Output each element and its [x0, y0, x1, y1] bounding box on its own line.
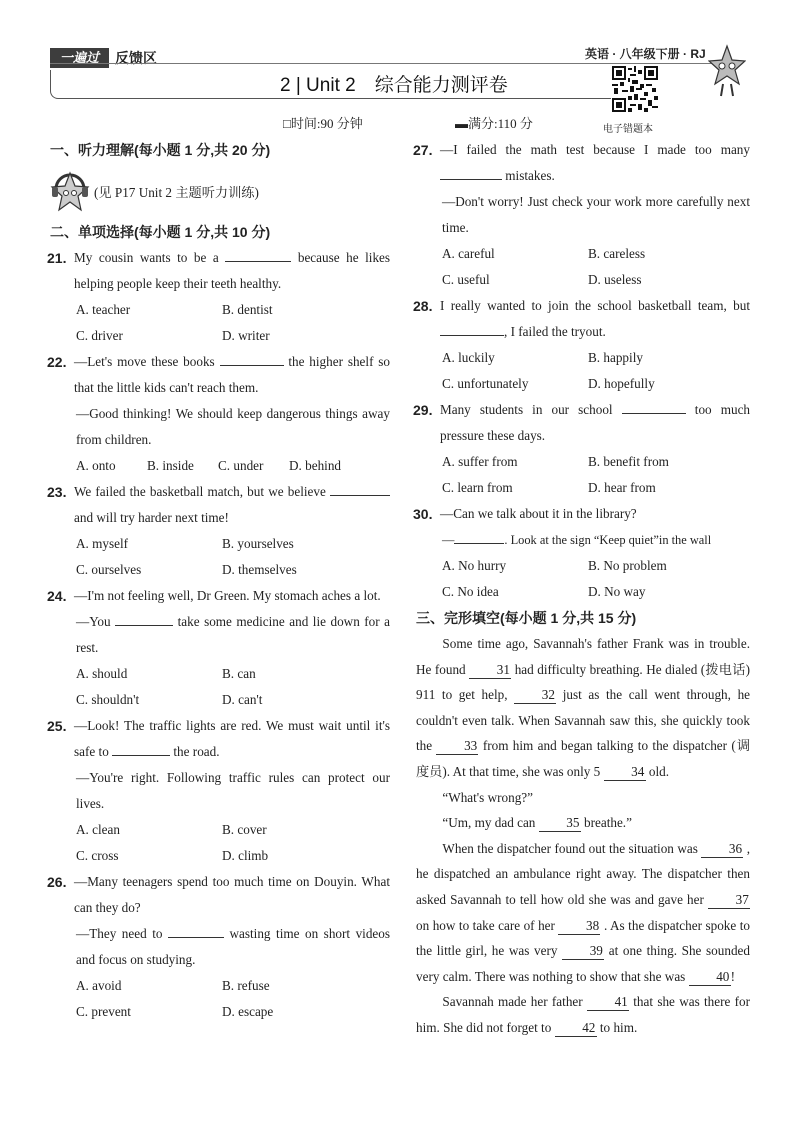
- reply-30: [416, 527, 750, 553]
- question-text: Many students in our school: [440, 402, 613, 417]
- reply-27: —Don't worry! Just check your work more carefully next time.: [442, 194, 750, 235]
- reply-text: wasting time on short videos and focus on studying.: [76, 926, 391, 967]
- question-21: [47, 245, 391, 297]
- passage-text: that she was there for him. She did not forget to: [416, 994, 751, 1035]
- option[interactable]: D. No way: [588, 584, 646, 599]
- reply-24: [50, 609, 390, 661]
- option[interactable]: C. unfortunately: [442, 376, 529, 391]
- question-text: —Look! The traffic lights are red. We must wait until it's safe to: [74, 718, 390, 759]
- question-25: [47, 713, 390, 765]
- option[interactable]: D. writer: [222, 328, 270, 343]
- passage-text: !: [730, 968, 736, 984]
- option[interactable]: A. should: [76, 666, 128, 681]
- answer-blank[interactable]: [440, 165, 502, 180]
- question-number: 27.: [413, 142, 433, 158]
- time-limit: □时间:90 分钟: [283, 116, 363, 131]
- passage-text: on how to take care of her: [416, 917, 555, 933]
- question-text: , I failed the tryout.: [504, 324, 606, 339]
- cloze-blank[interactable]: 38: [558, 917, 600, 935]
- cloze-passage: [416, 631, 750, 1041]
- passage-text: . As the dispatcher spoke to the little girl, he was very: [416, 917, 751, 959]
- options-29: [416, 475, 750, 501]
- question-text: too much pressure these days.: [440, 402, 751, 443]
- option[interactable]: C. ourselves: [76, 562, 142, 577]
- options-30: [416, 553, 750, 579]
- option[interactable]: D. behind: [289, 458, 342, 473]
- options-25: [50, 843, 390, 869]
- options-23: [50, 557, 390, 583]
- answer-blank[interactable]: [168, 923, 224, 938]
- question-text: —Let's move these books: [74, 354, 215, 369]
- cloze-blank[interactable]: 34: [604, 763, 646, 781]
- reply-text: . Look at the sign “Keep quiet”in the wall: [504, 533, 712, 547]
- question-number: 29.: [413, 402, 433, 418]
- option[interactable]: B. benefit from: [588, 454, 669, 469]
- listening-reference: (见 P17 Unit 2 主题听力训练): [94, 184, 259, 200]
- passage-text: Savannah made her father: [442, 994, 583, 1010]
- option[interactable]: A. suffer from: [442, 454, 518, 469]
- answer-blank[interactable]: [225, 247, 291, 262]
- option[interactable]: C. under: [218, 458, 264, 473]
- feedback-zone-label: 反馈区: [115, 50, 158, 66]
- question-number: 30.: [413, 506, 433, 522]
- question-number: 24.: [47, 588, 67, 604]
- question-22: [47, 349, 391, 401]
- question-text: —Can we talk about it in the library?: [440, 506, 637, 521]
- section-choice-title: 二、单项选择(每小题 1 分,共 10 分): [50, 224, 271, 240]
- options-22: [50, 453, 390, 479]
- cloze-blank[interactable]: 36: [701, 840, 743, 858]
- cloze-paragraph: [416, 631, 750, 785]
- answer-blank[interactable]: [622, 399, 686, 414]
- cloze-blank[interactable]: 31: [469, 661, 511, 679]
- brand-logo: 一遍过: [50, 48, 109, 68]
- option[interactable]: B. careless: [588, 246, 646, 261]
- question-text: because he likes helping people keep their teeth healthy.: [74, 250, 391, 291]
- question-text: the road.: [173, 744, 220, 759]
- reply-22: —Good thinking! We should keep dangerous things away from children.: [76, 406, 390, 447]
- question-number: 21.: [47, 250, 67, 266]
- passage-text: , he dispatched an ambulance right away. The dispatcher then asked Savannah to tell how old she was and gave her: [416, 840, 751, 907]
- options-30: [416, 579, 750, 605]
- question-30: [413, 501, 750, 527]
- passage-text: just as the call went through, he couldn't even talk. When Savannah saw this, she quickly took the: [416, 687, 751, 754]
- answer-blank[interactable]: [112, 741, 170, 756]
- question-text: and will try harder next time!: [74, 510, 229, 525]
- option[interactable]: B. inside: [147, 458, 194, 473]
- question-text: but: [733, 298, 750, 313]
- options-24: [50, 687, 390, 713]
- cloze-blank[interactable]: 39: [562, 942, 604, 960]
- cloze-paragraph: [416, 836, 750, 990]
- passage-text: had difficulty breathing. He dialed (拨电话) 911 to get help,: [416, 661, 750, 703]
- option[interactable]: B. refuse: [222, 978, 270, 993]
- cloze-paragraph: “What's wrong?”: [442, 789, 534, 805]
- option[interactable]: D. hopefully: [588, 376, 655, 391]
- options-27: [416, 241, 750, 267]
- reply-text: —They need to: [76, 926, 163, 941]
- section-cloze-title: 三、完形填空(每小题 1 分,共 15 分): [416, 610, 637, 626]
- passage-text: Some time ago, Savannah's father Frank was in trouble. He found: [416, 636, 750, 677]
- cloze-blank[interactable]: 32: [514, 686, 556, 704]
- listening-note: [50, 163, 390, 219]
- options-29: [416, 449, 750, 475]
- reply-text: take some medicine and lie down for a rest.: [76, 614, 391, 655]
- option[interactable]: A. avoid: [76, 978, 122, 993]
- option[interactable]: C. shouldn't: [76, 692, 140, 707]
- option[interactable]: A. teacher: [76, 302, 131, 317]
- passage-text: from him and began talking to the dispatcher (调度员). At that time, she was only 5: [416, 738, 751, 779]
- option[interactable]: D. themselves: [222, 562, 297, 577]
- option[interactable]: D. climb: [222, 848, 269, 863]
- option[interactable]: A. luckily: [442, 350, 495, 365]
- qr-caption: 电子错题本: [603, 124, 653, 135]
- answer-blank[interactable]: [440, 321, 504, 336]
- cloze-blank[interactable]: 40: [689, 968, 731, 986]
- options-26: [50, 999, 390, 1025]
- reply-text: —: [442, 533, 455, 547]
- passage-text: at one thing. She sounded very calm. There was nothing to show that she was: [416, 943, 750, 984]
- cloze-blank[interactable]: 35: [539, 814, 581, 832]
- option[interactable]: B. No problem: [588, 558, 667, 573]
- answer-blank[interactable]: [454, 529, 504, 544]
- passage-text: breathe.”: [584, 815, 632, 831]
- reply-text: —You: [76, 614, 111, 629]
- question-text: We failed the basketball match, but we believe: [74, 484, 326, 499]
- option[interactable]: A. onto: [76, 458, 116, 473]
- question-24: [47, 583, 390, 609]
- answer-blank[interactable]: [220, 351, 284, 366]
- question-27: [413, 137, 750, 189]
- right-column: [413, 137, 751, 1041]
- option[interactable]: C. useful: [442, 272, 490, 287]
- question-text: My cousin wants to be a: [74, 250, 219, 265]
- options-26: [50, 973, 390, 999]
- question-23: [47, 479, 390, 531]
- question-number: 23.: [47, 484, 67, 500]
- option[interactable]: C. No idea: [442, 584, 499, 599]
- question-28: [413, 293, 750, 345]
- option[interactable]: A. myself: [76, 536, 129, 551]
- cloze-blank[interactable]: 33: [436, 737, 478, 755]
- page-title: 2 | Unit 2 综合能力测评卷: [280, 75, 508, 96]
- question-number: 22.: [47, 354, 67, 370]
- question-number: 26.: [47, 874, 67, 890]
- answer-blank[interactable]: [330, 481, 390, 496]
- option[interactable]: D. hear from: [588, 480, 656, 495]
- section-listening-title: 一、听力理解(每小题 1 分,共 20 分): [50, 142, 271, 158]
- options-21: [50, 323, 390, 349]
- options-24: [50, 661, 390, 687]
- question-text: —I failed the math test because I made too many: [440, 142, 750, 157]
- question-text: I really wanted to join the school basketball team,: [440, 298, 727, 313]
- question-number: 25.: [47, 718, 67, 734]
- options-21: [50, 297, 390, 323]
- cloze-paragraph: [416, 989, 750, 1040]
- header-rule: [50, 63, 718, 64]
- question-number: 28.: [413, 298, 433, 314]
- option[interactable]: C. learn from: [442, 480, 513, 495]
- options-25: [50, 817, 390, 843]
- full-score: ▬满分:110 分: [455, 116, 533, 131]
- option[interactable]: A. No hurry: [442, 558, 507, 573]
- reply-25: —You're right. Following traffic rules can protect our lives.: [76, 770, 390, 811]
- option[interactable]: B. can: [222, 666, 256, 681]
- option[interactable]: B. happily: [588, 350, 643, 365]
- option[interactable]: A. clean: [76, 822, 120, 837]
- option[interactable]: C. cross: [76, 848, 119, 863]
- star-mascot-icon: [708, 44, 746, 100]
- passage-text: old.: [648, 763, 669, 779]
- question-text: mistakes.: [505, 168, 555, 183]
- option[interactable]: D. useless: [588, 272, 642, 287]
- option[interactable]: B. yourselves: [222, 536, 294, 551]
- brand-tag: [50, 48, 163, 68]
- options-23: [50, 531, 390, 557]
- option[interactable]: B. cover: [222, 822, 267, 837]
- passage-text: “Um, my dad can: [442, 815, 536, 831]
- option[interactable]: D. escape: [222, 1004, 274, 1019]
- option[interactable]: B. dentist: [222, 302, 273, 317]
- cloze-paragraph: [416, 810, 750, 836]
- question-text: the higher shelf so that the little kids can't reach them.: [74, 354, 391, 395]
- question-text: —I'm not feeling well, Dr Green. My stomach aches a lot.: [74, 588, 381, 603]
- reply-26: [50, 921, 390, 973]
- question-text: —Many teenagers spend too much time on Douyin. What can they do?: [74, 874, 390, 915]
- book-label: 英语 · 八年级下册 · RJ: [585, 47, 706, 61]
- passage-text: When the dispatcher found out the situation was: [442, 840, 698, 856]
- passage-text: to him.: [599, 1019, 638, 1035]
- cloze-blank[interactable]: 37: [708, 891, 750, 909]
- qr-code-icon[interactable]: [612, 66, 658, 112]
- option[interactable]: C. driver: [76, 328, 123, 343]
- option[interactable]: D. can't: [222, 692, 263, 707]
- answer-blank[interactable]: [115, 611, 173, 626]
- left-column: [47, 137, 391, 1025]
- options-27: [416, 267, 750, 293]
- headphone-mascot-icon: [50, 167, 90, 215]
- question-29: [413, 397, 751, 449]
- cloze-blank[interactable]: 41: [587, 993, 629, 1011]
- options-28: [416, 345, 750, 371]
- cloze-blank[interactable]: 42: [555, 1019, 597, 1037]
- option[interactable]: A. careful: [442, 246, 495, 261]
- question-26: [47, 869, 390, 921]
- page-header: [0, 0, 800, 135]
- options-28: [416, 371, 750, 397]
- option[interactable]: C. prevent: [76, 1004, 131, 1019]
